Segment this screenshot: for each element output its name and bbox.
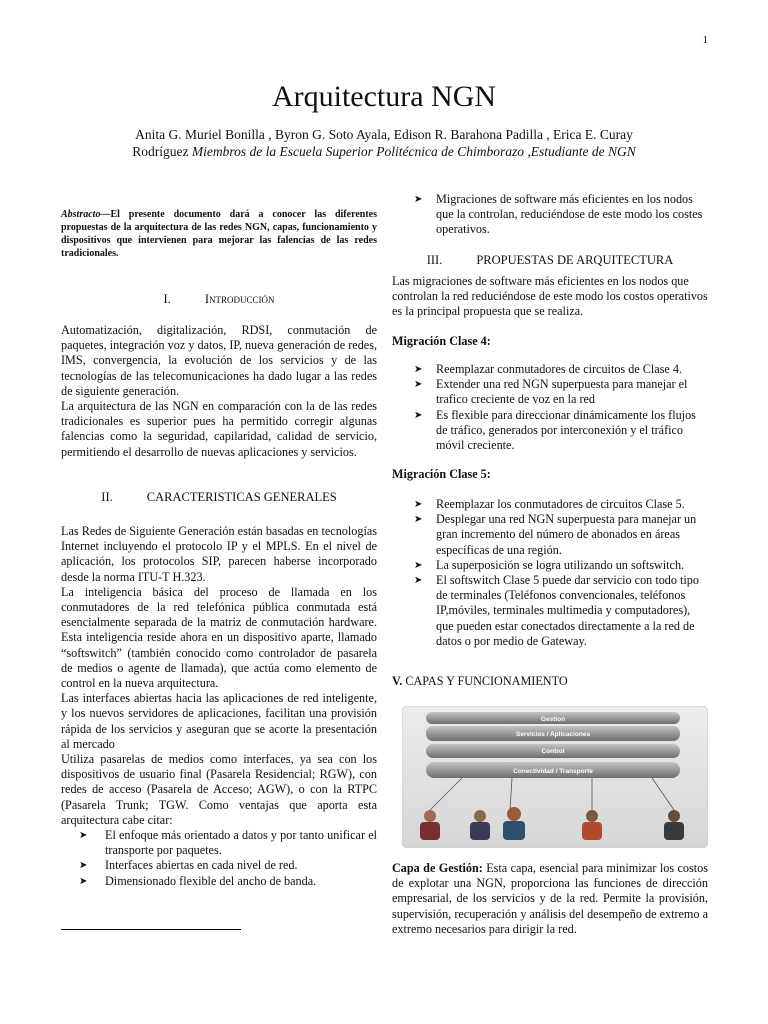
list-item: ➤ Reemplazar conmutadores de circuitos de Clase 4. bbox=[414, 362, 683, 376]
arrow-bullet-icon: ➤ bbox=[414, 194, 423, 205]
page-number: 1 bbox=[702, 34, 708, 46]
list-item: ➤ Es flexible para direccionar dinámicamente los flujos de tráfico, generados por interconexión y el tráfico móvil creciente. bbox=[414, 407, 696, 453]
section-3-heading bbox=[392, 253, 708, 268]
paragraph: Las interfaces abiertas hacia las aplicaciones de red inteligente, y los nuevos servidores de aplicaciones, facilitan una provisión rápida de los servicios y aseguran que se acorte la presentación al mercado bbox=[61, 691, 377, 751]
arrow-bullet-icon: ➤ bbox=[414, 499, 423, 510]
authors-line: Anita G. Muriel Bonilla , Byron G. Soto Ayala, Edison R. Barahona Padilla , Erica E. Curay bbox=[135, 127, 633, 142]
layer-label: Control bbox=[541, 748, 565, 755]
affiliation: Miembros de la Escuela Superior Politécnica de Chimborazo ,Estudiante de NGN bbox=[191, 144, 636, 159]
clase-4-list bbox=[392, 362, 708, 453]
paragraph: Las migraciones de software más eficientes en los nodos que controlan la red reduciéndose de este modo los costos operativos es la principal propuesta que se realiza. bbox=[392, 274, 708, 319]
section-2-body bbox=[61, 524, 377, 889]
list-item: ➤ Dimensionado flexible del ancho de banda. bbox=[79, 873, 317, 888]
right-top-list bbox=[392, 192, 708, 238]
list-item: ➤ El enfoque más orientado a datos y por tanto unificar el transporte por paquetes. bbox=[79, 828, 377, 858]
migracion-clase-4-title: Migración Clase 4: bbox=[392, 334, 491, 348]
author-last-name: Rodríguez bbox=[132, 144, 189, 159]
paper-title: Arquitectura NGN bbox=[271, 80, 497, 113]
section-5-title: CAPAS Y FUNCIONAMIENTO bbox=[405, 674, 568, 688]
capa-gestion-text: Esta capa, esencial para minimizar los costos de explotar una NGN, proporciona las funciones de dirección empresarial, de los servicios y de la red. Permite la provisión, supervisión, recuperación y análisis del desempeño de extremo a extremo necesarios para dirigir la red. bbox=[392, 861, 708, 936]
list-item: ➤ Extender una red NGN superpuesta para manejar el trafico creciente de voz en la red bbox=[414, 377, 688, 407]
section-3-title: PROPUESTAS DE ARQUITECTURA bbox=[476, 253, 674, 267]
paragraph: Las Redes de Siguiente Generación están basadas en tecnologías Internet incluyendo el protocolo IP y el MPLS. En el nivel de aplicación, los protocolos SIP, parecen haberse incorporado desde la norma ITU-T H.323. bbox=[61, 524, 377, 584]
migracion-clase-5-title: Migración Clase 5: bbox=[392, 467, 491, 481]
ngn-layers-diagram bbox=[402, 706, 708, 848]
section-2-heading bbox=[61, 490, 377, 505]
capa-gestion-label: Capa de Gestión: bbox=[392, 861, 483, 875]
paragraph: Utiliza pasarelas de medios como interfaces, ya sea con los dispositivos de usuario final (Pasarela Residencial; RGW), con redes de acceso (Pasarela de Acceso; AGW), o con la RTPC (Pasarela Trunk; TGW. Como ventajas que aporta esta arquitectura cabe citar: bbox=[61, 752, 377, 827]
arrow-bullet-icon: ➤ bbox=[79, 860, 88, 872]
abstract bbox=[61, 208, 377, 260]
section-5-number: V. bbox=[392, 674, 403, 688]
section-3-number: III. bbox=[426, 253, 443, 267]
arrow-bullet-icon: ➤ bbox=[414, 379, 423, 391]
footnote-rule bbox=[61, 929, 241, 930]
section-5-heading bbox=[392, 674, 708, 689]
arrow-bullet-icon: ➤ bbox=[414, 575, 423, 587]
section-1-body bbox=[61, 323, 377, 460]
layer-label: Conectividad / Transporte bbox=[513, 768, 593, 775]
paragraph: La arquitectura de las NGN en comparación con la de las redes tradicionales es superior pues ha permitido corregir algunas falencias como la seguridad, capilaridad, calidad de servicio, permitiendo el desarrollo de nuevas aplicaciones y servicios. bbox=[61, 399, 377, 459]
arrow-bullet-icon: ➤ bbox=[414, 514, 423, 526]
paragraph: La inteligencia básica del proceso de llamada en los conmutadores de la red telefónica pública conmutada está esencialmente separada de la matriz de conmutación hardware. Esta inteligencia reside ahora en un dispositivo aparte, llamado “softswitch” (también conocido como controlador de pasarela de medios o agente de llamada), que actúa como elemento de control en la nueva arquitectura. bbox=[61, 584, 377, 691]
list-item: ➤ Desplegar una red NGN superpuesta para manejar un gran incremento del número de abonados en áreas específicas de una región. bbox=[414, 512, 697, 557]
arrow-bullet-icon: ➤ bbox=[79, 830, 88, 842]
list-item: ➤ Reemplazar los conmutadores de circuitos Clase 5. bbox=[414, 497, 685, 511]
section-2-number: II. bbox=[101, 490, 113, 504]
arrow-bullet-icon: ➤ bbox=[414, 559, 423, 571]
list-item: ➤ El softswitch Clase 5 puede dar servicio con todo tipo de terminales (Teléfonos convencionales, teléfonos IP,móviles, terminales multimedia y computadores), que pueden estar conectados directamente a la red de datos o por medio de Gateway. bbox=[414, 573, 699, 648]
list-item: ➤ La superposición se logra utilizando un softswitch. bbox=[414, 557, 685, 572]
section-2-title: CARACTERISTICAS GENERALES bbox=[146, 490, 337, 504]
arrow-bullet-icon: ➤ bbox=[79, 875, 88, 887]
section-1-heading bbox=[61, 292, 377, 307]
paragraph: Automatización, digitalización, RDSI, conmutación de paquetes, integración voz y datos, IP, nueva generación de redes, IMS, convergencia, la evolución de los servicios y de las tecnologías de las telecomunicaciones ha dado lugar a las redes de siguiente generación. bbox=[61, 323, 377, 398]
section-3-body bbox=[392, 274, 708, 320]
abstract-label: Abstracto bbox=[61, 209, 101, 220]
list-item: ➤ Interfaces abiertas en cada nivel de red. bbox=[79, 858, 298, 873]
arrow-bullet-icon: ➤ bbox=[414, 409, 423, 421]
list-item: ➤ Migraciones de software más eficientes en los nodos que la controlan, reduciéndose de este modo los costes operativos. bbox=[414, 192, 703, 237]
layer-label: Gestion bbox=[540, 716, 566, 723]
capa-gestion-paragraph bbox=[392, 861, 708, 937]
arrow-bullet-icon: ➤ bbox=[414, 364, 423, 375]
section-1-number: I. bbox=[163, 292, 171, 306]
section-1-title: Introducción bbox=[204, 292, 275, 306]
abstract-text: —El presente documento dará a conocer las diferentes propuestas de la arquitectura de las redes NGN, capas, funcionamiento y dispositivos que intervienen para mejorar las falencias de las redes tradicionales. bbox=[61, 209, 377, 259]
authors-block bbox=[60, 126, 708, 160]
clase-5-list bbox=[392, 497, 708, 649]
layer-label: Servicios / Aplicaciones bbox=[515, 731, 591, 738]
affiliation-line bbox=[60, 143, 708, 160]
